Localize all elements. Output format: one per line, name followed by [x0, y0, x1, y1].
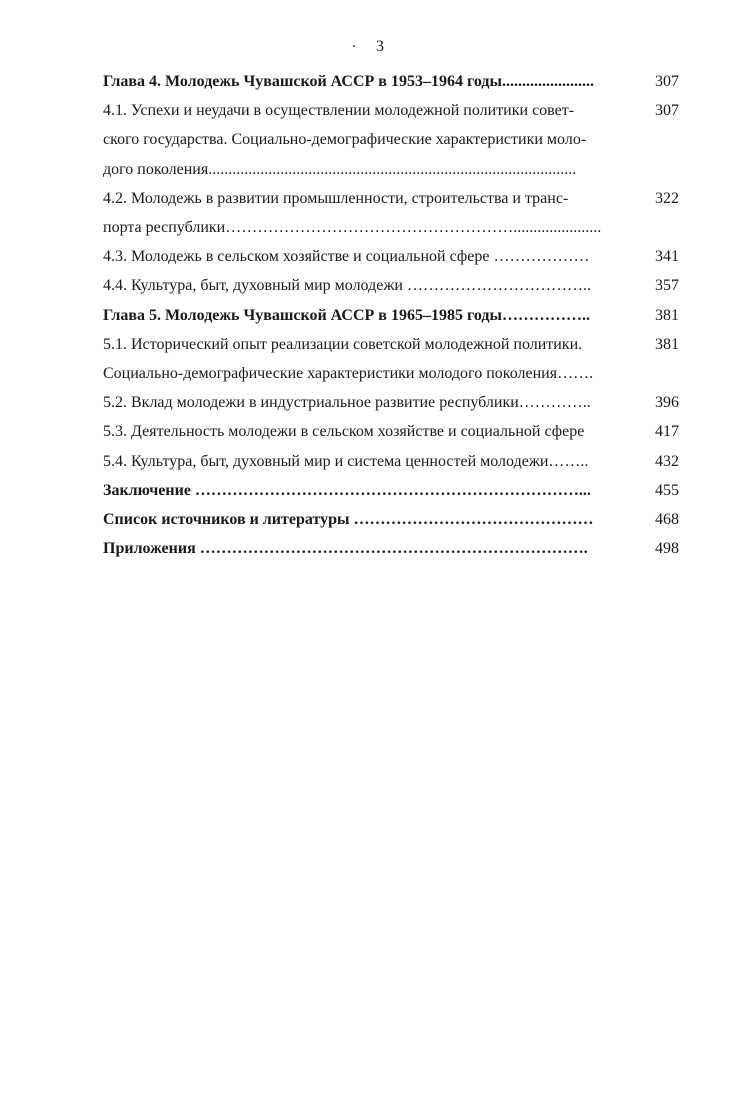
- toc-entry-line: 4.1. Успехи и неудачи в осуществлении молодежной политики совет-: [103, 102, 575, 120]
- toc-entry-page-number: 432: [655, 452, 679, 470]
- toc-section-entry: [103, 184, 679, 242]
- toc-section-entry: [103, 242, 679, 271]
- toc-entry-line: 5.1. Исторический опыт реализации советской молодежной политики.: [103, 335, 583, 353]
- toc-entry-title: [103, 447, 637, 476]
- table-of-contents: [103, 67, 679, 563]
- toc-section-entry: [103, 330, 679, 388]
- toc-entry-title: [103, 96, 637, 184]
- toc-chapter-entry: [103, 301, 679, 330]
- toc-entry-title: [103, 476, 637, 505]
- toc-entry-page-number: 468: [655, 511, 679, 529]
- toc-entry-page-number: 417: [655, 423, 679, 441]
- toc-entry-page-number: 307: [655, 102, 679, 120]
- toc-entry-title: [103, 330, 637, 388]
- toc-entry-title: [103, 388, 637, 417]
- toc-entry-page-number: 357: [655, 277, 679, 295]
- toc-entry-line: 4.4. Культура, быт, духовный мир молодежи ……………………………..: [103, 277, 591, 295]
- toc-section-entry: [103, 271, 679, 300]
- toc-entry-title: [103, 67, 637, 96]
- toc-chapter-entry: [103, 476, 679, 505]
- toc-entry-title: [103, 301, 637, 330]
- toc-entry-line: Список источников и литературы ………………………………………: [103, 511, 594, 529]
- toc-chapter-entry: [103, 505, 679, 534]
- toc-entry-page-number: 322: [655, 189, 679, 207]
- toc-entry-page-number: 341: [655, 248, 679, 266]
- toc-section-entry: [103, 447, 679, 476]
- toc-entry-line: 4.3. Молодежь в сельском хозяйстве и социальной сфере ………………: [103, 248, 590, 266]
- toc-entry-page-number: 498: [655, 540, 679, 558]
- toc-entry-line: дого поколения............................................................................................: [103, 160, 577, 178]
- toc-chapter-entry: [103, 67, 679, 96]
- toc-entry-line: Глава 4. Молодежь Чувашской АССР в 1953–1964 годы.......................: [103, 73, 594, 90]
- toc-entry-line: 5.4. Культура, быт, духовный мир и система ценностей молодежи……..: [103, 452, 589, 470]
- toc-entry-page-number: 381: [655, 306, 679, 324]
- toc-entry-page-number: 455: [655, 481, 679, 499]
- toc-section-entry: [103, 417, 679, 446]
- toc-section-entry: [103, 388, 679, 417]
- toc-entry-line: Приложения ……………………………………………………………….: [103, 540, 588, 558]
- toc-entry-line: Заключение ………………………………………………………………...: [103, 481, 591, 499]
- toc-entry-page-number: 381: [655, 335, 679, 353]
- toc-entry-title: [103, 184, 637, 242]
- toc-entry-line: 5.2. Вклад молодежи в индустриальное развитие республики…………..: [103, 394, 591, 412]
- toc-entry-line: 4.2. Молодежь в развитии промышленности, строительства и транс-: [103, 189, 569, 207]
- toc-entry-line: Глава 5. Молодежь Чувашской АССР в 1965–1985 годы……………..: [103, 306, 590, 324]
- toc-entry-title: [103, 271, 637, 300]
- toc-chapter-entry: [103, 534, 679, 563]
- toc-entry-line: Социально-демографические характеристики молодого поколения…….: [103, 365, 594, 383]
- toc-entry-title: [103, 534, 637, 563]
- toc-section-entry: [103, 96, 679, 184]
- stray-dot: [353, 45, 355, 47]
- toc-entry-title: [103, 242, 637, 271]
- toc-entry-page-number: 396: [655, 394, 679, 412]
- toc-entry-page-number: 307: [655, 73, 679, 90]
- page-number: 3: [376, 38, 384, 55]
- toc-entry-title: [103, 505, 637, 534]
- toc-entry-line: порта республики………………………………………………......................: [103, 219, 602, 237]
- toc-entry-title: [103, 417, 637, 446]
- toc-entry-line: 5.3. Деятельность молодежи в сельском хозяйстве и социальной сфере: [103, 423, 585, 441]
- toc-entry-line: ского государства. Социально-демографические характеристики моло-: [103, 131, 587, 149]
